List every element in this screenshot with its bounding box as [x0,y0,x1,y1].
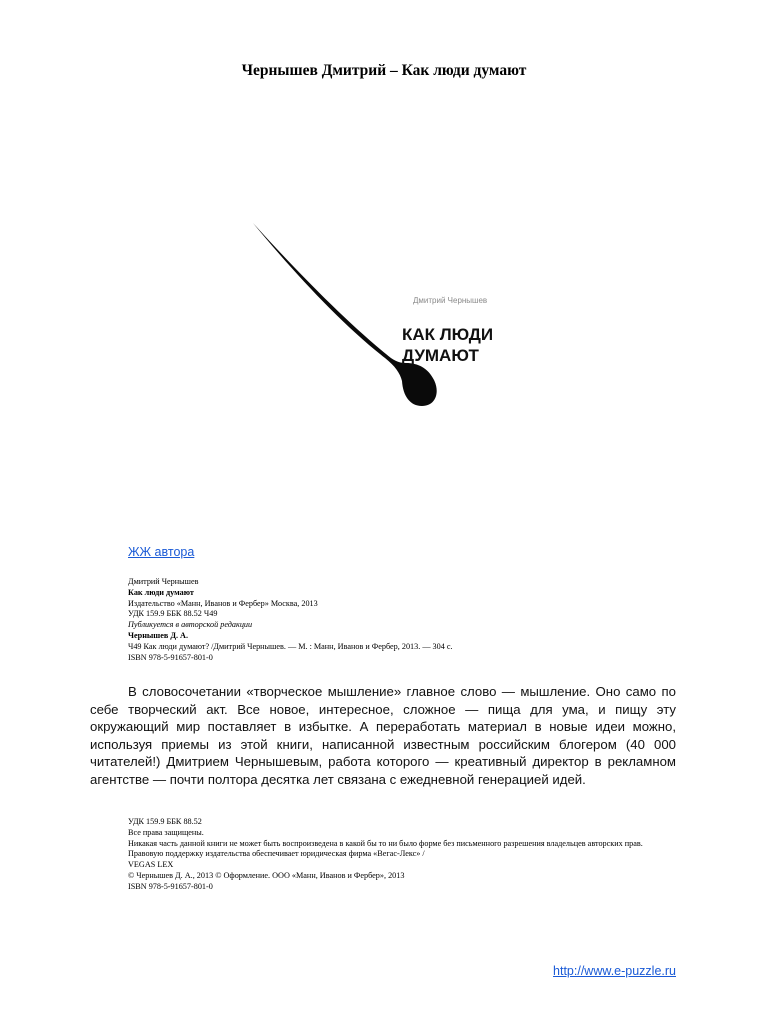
legal-udk: УДК 159.9 ББК 88.52 [128,817,202,826]
footer-link[interactable]: http://www.e-puzzle.ru [553,964,676,978]
imprint-edition-note: Публикуется в авторской редакции [128,620,253,630]
legal-isbn: ISBN 978-5-91657-801-0 [128,881,213,891]
page-title: Чернышев Дмитрий – Как люди думают [241,62,527,79]
cover-title: КАК ЛЮДИ ДУМАЮТ [402,325,494,365]
legal-copyright: © Чернышев Д. А., 2013 © Оформление. ООО «Манн, Иванов и Фербер», 2013 [128,870,405,880]
legal-support: Правовую поддержку издательства обеспечивает юридическая фирма «Вегас-Лекс» / [128,849,425,859]
book-cover [250,218,530,418]
imprint-isbn: ISBN 978-5-91657-801-0 [128,652,213,662]
imprint-publisher: Издательство «Манн, Иванов и Фербер» Москва, 2013 [128,598,318,608]
imprint-udk: УДК 159.9 ББК 88.52 Ч49 [128,609,218,619]
author-lj-link[interactable]: ЖЖ автора [128,545,195,559]
legal-block [90,817,680,893]
imprint-author-short: Чернышев Д. А. [128,630,189,640]
legal-no-reproduction: Никакая часть данной книги не может быть воспроизведена в какой бы то ни было форме без письменного разрешения владельцев авторских прав. [128,838,643,848]
imprint-citation: Ч49 Как люди думают? /Дмитрий Чернышев. — М. : Манн, Иванов и Фербер, 2013. — 304 с. [128,641,453,651]
imprint-block [128,577,688,663]
legal-vegas: VEGAS LEX [128,860,174,870]
legal-rights: Все права защищены. [128,827,204,837]
abstract-paragraph: В словосочетании «творческое мышление» главное слово — мышление. Оно само по себе творческий акт. Все новое, интересное, сложное — пища для ума, и пищу эту окружающий мир поставляет в избытке. А переработать материал в новые идеи можно, используя приемы из этой книги, написанной известным российским блогером (40 000 читателей!) Дмитрием Чернышевым, работа которого — креативный директор в рекламном агентстве — почти полтора десятка лет связана с ежедневной генерацией идей. [90,684,676,787]
imprint-author: Дмитрий Чернышев [128,577,199,586]
cover-author: Дмитрий Чернышев [413,296,488,305]
imprint-title: Как люди думают [128,587,194,597]
spoon-icon [250,218,530,418]
